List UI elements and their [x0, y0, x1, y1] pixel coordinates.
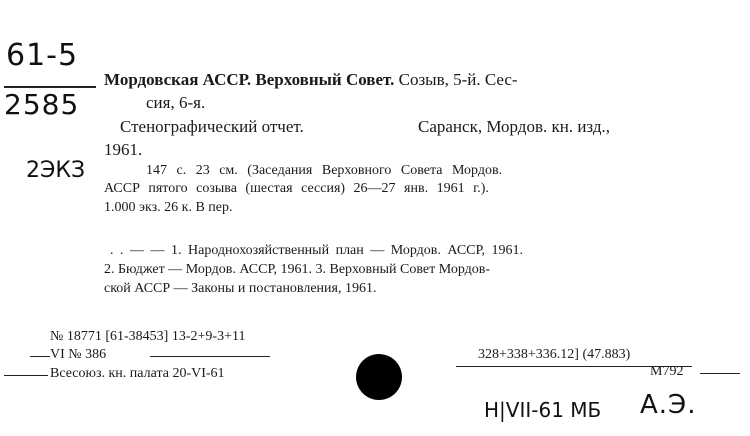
- entry-collation-line-3: 1.000 экз. 26 к. В пер.: [104, 200, 233, 215]
- entry-collation-line-2: АССР пятого созыва (шестая сессия) 26—27 янв. 1961 г.).: [104, 181, 489, 196]
- handwritten-date-note: H|VII-61 МБ: [484, 398, 602, 422]
- subject-line-3: ской АССР — Законы и постановления, 1961.: [104, 281, 377, 296]
- subject-line-2: 2. Бюджет — Мордов. АССР, 1961. 3. Верховный Совет Мордов-: [104, 262, 491, 277]
- entry-year: 1961.: [104, 140, 143, 159]
- entry-collation-line-1: 147 с. 23 см. (Заседания Верховного Совета Мордов.: [146, 163, 503, 178]
- author-code: М792: [650, 364, 684, 379]
- entry-heading-continuation: сия, 6-я.: [146, 93, 206, 112]
- handwritten-initials: А.Э.: [640, 390, 697, 420]
- footer-rule-chamber: [4, 375, 48, 376]
- entry-heading: [104, 70, 518, 90]
- handwritten-copies-mark: 2ЭКЗ: [26, 158, 86, 183]
- footer-rule-code: [700, 373, 740, 374]
- handwritten-call-number-top: 61-5: [6, 38, 79, 73]
- entry-title: Стенографический отчет.: [120, 117, 304, 136]
- registration-number: № 18771 [61-38453] 13-2+9-3+11: [50, 329, 246, 344]
- vi-number: VI № 386: [50, 347, 107, 362]
- subject-line-1: . . — — 1. Народнохозяйственный план — Мордов. АССР, 1961.: [110, 243, 524, 258]
- entry-heading-session: Созыв, 5-й. Сес-: [398, 70, 518, 89]
- footer-rule-left: [30, 356, 50, 357]
- punch-hole: [356, 354, 402, 400]
- entry-heading-author: Мордовская АССР. Верховный Совет.: [104, 70, 395, 89]
- classification-index: 328+338+336.12] (47.883): [478, 347, 631, 362]
- footer-rule-mid: [150, 356, 270, 357]
- entry-imprint: Саранск, Мордов. кн. изд.,: [418, 117, 610, 136]
- book-chamber-stamp: Всесоюз. кн. палата 20-VI-61: [50, 366, 225, 381]
- handwritten-call-number-bottom: 2585: [4, 88, 80, 121]
